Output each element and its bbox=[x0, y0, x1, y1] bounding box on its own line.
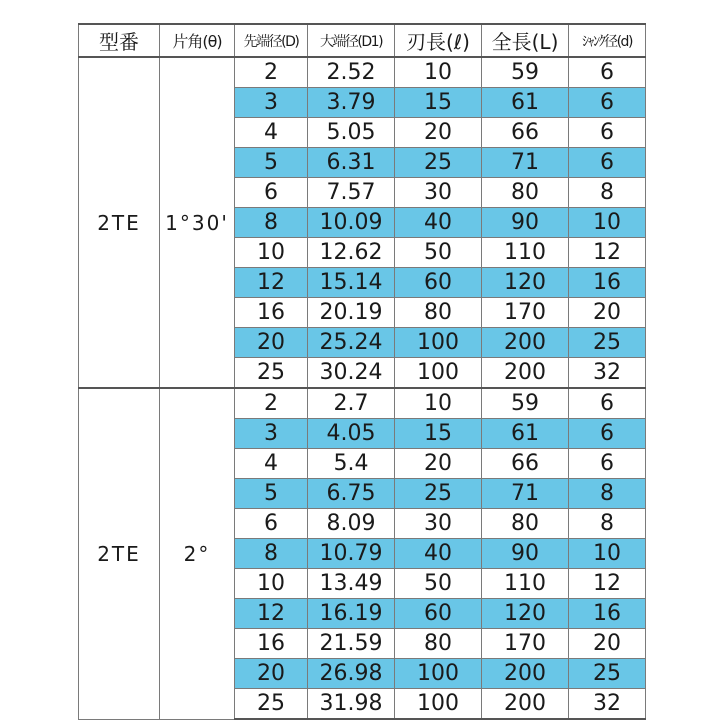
total-length-cell: 120 bbox=[482, 599, 569, 629]
total-length-cell: 200 bbox=[482, 659, 569, 689]
blade-length-cell: 50 bbox=[395, 238, 482, 268]
total-length-cell: 61 bbox=[482, 88, 569, 118]
large-diameter-cell: 6.75 bbox=[308, 479, 395, 509]
blade-length-cell: 100 bbox=[395, 689, 482, 720]
blade-length-cell: 60 bbox=[395, 599, 482, 629]
tip-diameter-cell: 5 bbox=[235, 479, 308, 509]
large-diameter-cell: 6.31 bbox=[308, 148, 395, 178]
large-diameter-cell: 7.57 bbox=[308, 178, 395, 208]
tip-diameter-cell: 10 bbox=[235, 569, 308, 599]
total-length-cell: 200 bbox=[482, 689, 569, 720]
total-length-cell: 110 bbox=[482, 238, 569, 268]
large-diameter-cell: 21.59 bbox=[308, 629, 395, 659]
total-length-cell: 59 bbox=[482, 388, 569, 419]
blade-length-cell: 80 bbox=[395, 629, 482, 659]
shank-diameter-cell: 6 bbox=[569, 449, 646, 479]
blade-length-cell: 25 bbox=[395, 148, 482, 178]
shank-diameter-cell: 20 bbox=[569, 629, 646, 659]
total-length-cell: 200 bbox=[482, 328, 569, 358]
total-length-cell: 80 bbox=[482, 509, 569, 539]
shank-diameter-cell: 25 bbox=[569, 659, 646, 689]
header-blade-length: 刃長(ℓ) bbox=[395, 24, 482, 57]
shank-diameter-cell: 10 bbox=[569, 208, 646, 238]
angle-cell: 2° bbox=[160, 388, 235, 719]
tip-diameter-cell: 10 bbox=[235, 238, 308, 268]
tip-diameter-cell: 12 bbox=[235, 268, 308, 298]
total-length-cell: 200 bbox=[482, 358, 569, 389]
total-length-cell: 80 bbox=[482, 178, 569, 208]
header-angle: 片角(θ) bbox=[160, 24, 235, 57]
blade-length-cell: 10 bbox=[395, 57, 482, 88]
shank-diameter-cell: 6 bbox=[569, 118, 646, 148]
shank-diameter-cell: 32 bbox=[569, 689, 646, 720]
table-row bbox=[79, 57, 646, 88]
shank-diameter-cell: 6 bbox=[569, 88, 646, 118]
total-length-cell: 71 bbox=[482, 479, 569, 509]
tip-diameter-cell: 12 bbox=[235, 599, 308, 629]
shank-diameter-cell: 12 bbox=[569, 238, 646, 268]
shank-diameter-cell: 16 bbox=[569, 268, 646, 298]
total-length-cell: 59 bbox=[482, 57, 569, 88]
total-length-cell: 170 bbox=[482, 629, 569, 659]
large-diameter-cell: 15.14 bbox=[308, 268, 395, 298]
tip-diameter-cell: 6 bbox=[235, 178, 308, 208]
header-model: 型番 bbox=[79, 24, 160, 57]
blade-length-cell: 15 bbox=[395, 88, 482, 118]
large-diameter-cell: 20.19 bbox=[308, 298, 395, 328]
large-diameter-cell: 31.98 bbox=[308, 689, 395, 720]
tip-diameter-cell: 8 bbox=[235, 208, 308, 238]
shank-diameter-cell: 20 bbox=[569, 298, 646, 328]
tip-diameter-cell: 20 bbox=[235, 659, 308, 689]
shank-diameter-cell: 10 bbox=[569, 539, 646, 569]
shank-diameter-cell: 6 bbox=[569, 419, 646, 449]
table-header bbox=[79, 24, 646, 57]
blade-length-cell: 30 bbox=[395, 178, 482, 208]
shank-diameter-cell: 32 bbox=[569, 358, 646, 389]
shank-diameter-cell: 8 bbox=[569, 509, 646, 539]
total-length-cell: 90 bbox=[482, 539, 569, 569]
total-length-cell: 110 bbox=[482, 569, 569, 599]
shank-diameter-cell: 6 bbox=[569, 388, 646, 419]
large-diameter-cell: 2.52 bbox=[308, 57, 395, 88]
blade-length-cell: 100 bbox=[395, 358, 482, 389]
shank-diameter-cell: 8 bbox=[569, 178, 646, 208]
shank-diameter-cell: 6 bbox=[569, 57, 646, 88]
blade-length-cell: 40 bbox=[395, 208, 482, 238]
large-diameter-cell: 13.49 bbox=[308, 569, 395, 599]
tip-diameter-cell: 4 bbox=[235, 449, 308, 479]
tip-diameter-cell: 2 bbox=[235, 388, 308, 419]
tip-diameter-cell: 3 bbox=[235, 419, 308, 449]
large-diameter-cell: 25.24 bbox=[308, 328, 395, 358]
blade-length-cell: 25 bbox=[395, 479, 482, 509]
large-diameter-cell: 30.24 bbox=[308, 358, 395, 389]
shank-diameter-cell: 8 bbox=[569, 479, 646, 509]
model-cell: 2TE bbox=[79, 57, 160, 388]
blade-length-cell: 100 bbox=[395, 328, 482, 358]
large-diameter-cell: 5.4 bbox=[308, 449, 395, 479]
blade-length-cell: 100 bbox=[395, 659, 482, 689]
shank-diameter-cell: 16 bbox=[569, 599, 646, 629]
shank-diameter-cell: 12 bbox=[569, 569, 646, 599]
large-diameter-cell: 26.98 bbox=[308, 659, 395, 689]
total-length-cell: 61 bbox=[482, 419, 569, 449]
large-diameter-cell: 5.05 bbox=[308, 118, 395, 148]
blade-length-cell: 20 bbox=[395, 449, 482, 479]
large-diameter-cell: 8.09 bbox=[308, 509, 395, 539]
header-row bbox=[79, 24, 646, 57]
table-row bbox=[79, 388, 646, 419]
total-length-cell: 170 bbox=[482, 298, 569, 328]
blade-length-cell: 50 bbox=[395, 569, 482, 599]
spec-table bbox=[78, 23, 646, 720]
total-length-cell: 90 bbox=[482, 208, 569, 238]
tip-diameter-cell: 20 bbox=[235, 328, 308, 358]
tip-diameter-cell: 5 bbox=[235, 148, 308, 178]
blade-length-cell: 60 bbox=[395, 268, 482, 298]
large-diameter-cell: 12.62 bbox=[308, 238, 395, 268]
tip-diameter-cell: 16 bbox=[235, 629, 308, 659]
total-length-cell: 66 bbox=[482, 449, 569, 479]
large-diameter-cell: 10.79 bbox=[308, 539, 395, 569]
tip-diameter-cell: 16 bbox=[235, 298, 308, 328]
tip-diameter-cell: 25 bbox=[235, 358, 308, 389]
tip-diameter-cell: 2 bbox=[235, 57, 308, 88]
large-diameter-cell: 16.19 bbox=[308, 599, 395, 629]
tip-diameter-cell: 6 bbox=[235, 509, 308, 539]
blade-length-cell: 30 bbox=[395, 509, 482, 539]
large-diameter-cell: 2.7 bbox=[308, 388, 395, 419]
tip-diameter-cell: 4 bbox=[235, 118, 308, 148]
blade-length-cell: 20 bbox=[395, 118, 482, 148]
total-length-cell: 66 bbox=[482, 118, 569, 148]
large-diameter-cell: 4.05 bbox=[308, 419, 395, 449]
tip-diameter-cell: 25 bbox=[235, 689, 308, 720]
shank-diameter-cell: 25 bbox=[569, 328, 646, 358]
blade-length-cell: 80 bbox=[395, 298, 482, 328]
blade-length-cell: 15 bbox=[395, 419, 482, 449]
shank-diameter-cell: 6 bbox=[569, 148, 646, 178]
tip-diameter-cell: 8 bbox=[235, 539, 308, 569]
large-diameter-cell: 10.09 bbox=[308, 208, 395, 238]
angle-cell: 1°30' bbox=[160, 57, 235, 388]
header-large-diameter: 大端径(D1) bbox=[308, 24, 395, 57]
total-length-cell: 120 bbox=[482, 268, 569, 298]
blade-length-cell: 40 bbox=[395, 539, 482, 569]
tip-diameter-cell: 3 bbox=[235, 88, 308, 118]
total-length-cell: 71 bbox=[482, 148, 569, 178]
large-diameter-cell: 3.79 bbox=[308, 88, 395, 118]
blade-length-cell: 10 bbox=[395, 388, 482, 419]
header-total-length: 全長(L) bbox=[482, 24, 569, 57]
header-shank-diameter: ｼｬﾝｸ径(d) bbox=[569, 24, 646, 57]
table-body bbox=[79, 57, 646, 719]
model-cell: 2TE bbox=[79, 388, 160, 719]
header-tip-diameter: 先端径(D) bbox=[235, 24, 308, 57]
